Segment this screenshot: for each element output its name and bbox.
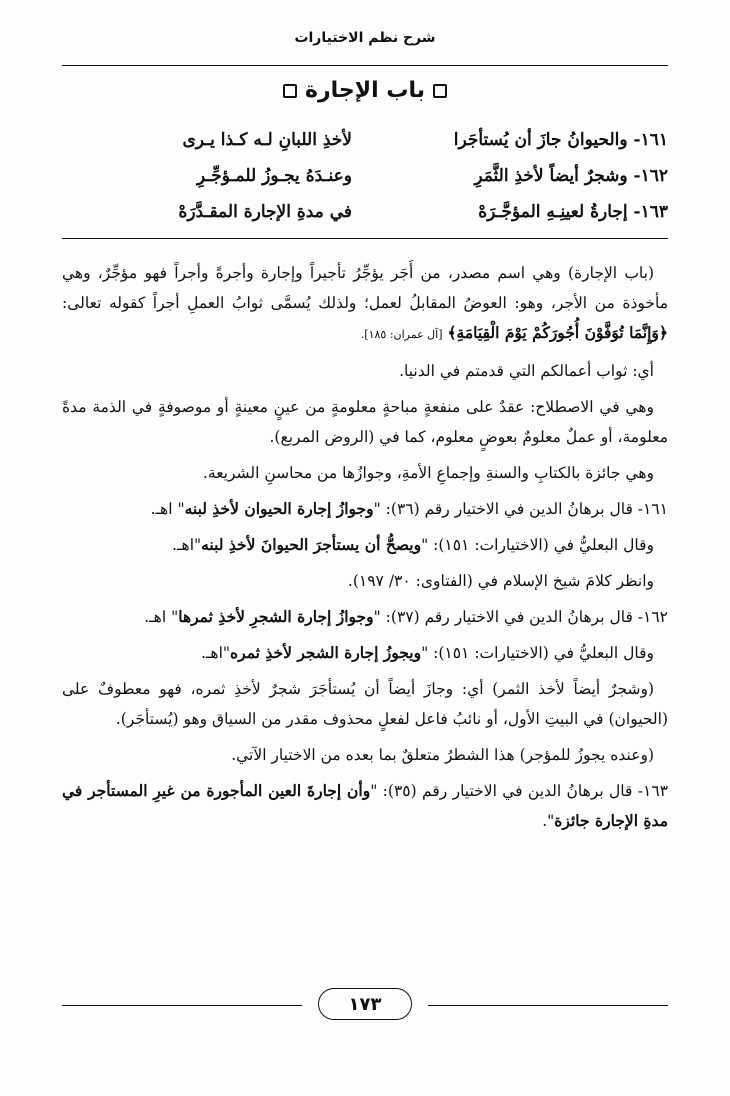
paragraph: (وشجرٌ أيضاً لأخذ الثمر) أي: وجازَ أيضاً أن يُستأجَرَ شجرٌ لأخذِ ثمره، فهو معطوفٌ على (الحيوان) في البيتِ الأول، أو نائبُ فاعل لفعلٍ محذوف مقدر من السياق وهو (يُستأجَر).: [62, 680, 668, 728]
paragraph-text: " اهـ.: [150, 500, 185, 518]
running-header: شرح نظم الاختيارات: [294, 30, 436, 46]
paragraph: [62, 602, 668, 632]
paragraph-text: وقال البعليُّ في (الاختيارات: ١٥١): ": [421, 536, 654, 554]
paragraph-text: ١٦٣- قال برهانُ الدين في الاختيار رقم (٣٥): ": [370, 782, 669, 800]
paragraph: وانظر كلامَ شيخ الإسلام في (الفتاوى: ٣٠/ ١٩٧).: [347, 572, 654, 590]
verse-separator-rule: [62, 238, 668, 239]
paragraph: وهي جائزة بالكتابِ والسنةِ وإجماعِ الأمةِ، وجوازُها من محاسنِ الشريعة.: [202, 464, 654, 482]
verse-first-hemistich: ١٦١- والحيوانُ جازَ أن يُستأجَرا: [453, 130, 668, 150]
verse-first-hemistich: ١٦٢- وشجرٌ أيضاً لأخذِ الثَّمَرِ: [474, 166, 668, 186]
paragraph-text: " اهـ.: [144, 608, 179, 626]
quoted-ruling: ويجوزُ إجارة الشجر لأخذِ ثمره: [230, 643, 422, 662]
verse-line: [62, 122, 668, 158]
paragraph-text: "اهـ.: [172, 536, 202, 554]
quoted-ruling: ويصحُّ أن يستأجرَ الحيوانَ لأخذِ لبنه: [201, 535, 422, 554]
quran-verse: ﴿وَإِنَّمَا تُوَفَّوْنَ أُجُورَكُمْ يَوْمَ الْقِيَامَةِ﴾: [447, 323, 668, 342]
footer-rule: [428, 1005, 668, 1006]
verse-line: [62, 194, 668, 230]
chapter-title: باب الإجارة: [305, 78, 425, 103]
paragraph: أي: ثواب أعمالكم التي قدمتم في الدنيا.: [399, 362, 654, 380]
paragraph: (وعنده يجوزُ للمؤجر) هذا الشطرُ متعلقٌ بما بعده من الاختيار الآتي.: [231, 746, 654, 764]
quran-reference: [آل عمران: ١٨٥].: [360, 328, 443, 341]
square-ornament-icon: [433, 84, 447, 98]
paragraph-text: وقال البعليُّ في (الاختيارات: ١٥١): ": [421, 644, 654, 662]
paragraph: [62, 494, 668, 524]
verse-second-hemistich: لأخذِ اللبانِ لـه كـذا يـرى: [182, 130, 352, 150]
commentary-body: [62, 258, 668, 842]
paragraph: [62, 530, 668, 560]
verse-first-hemistich: ١٦٣- إجارةُ لعينِـهِ المؤجَّـرَهْ: [478, 202, 668, 222]
paragraph-text: ١٦٢- قال برهانُ الدين في الاختيار رقم (٣٧): ": [373, 608, 668, 626]
chapter-heading: [0, 78, 730, 103]
quoted-ruling: وأن إجارةَ العين المأجورة من غيرِ المستأجر في مدةِ الإجارة جائزة: [62, 781, 668, 830]
page-number: ١٧٣: [318, 988, 412, 1020]
paragraph: [62, 776, 668, 836]
verse-block: [62, 122, 668, 230]
quoted-ruling: وجوازُ إجارة الحيوان لأخذِ لبنه: [184, 499, 374, 518]
paragraph-text: (باب الإجارة) وهي اسم مصدر، من أَجَر يؤجِّرُ تأجيراً وإجارة وأجرةً وأجراً فهو مؤجِّرٌ، وهي مأخوذة من الأجر، وهو: العوضُ المقابلُ لعمل؛ ولذلك يُسمَّى ثوابُ العملِ أجراً كقوله تعالى:: [62, 264, 668, 312]
paragraph: وهي في الاصطلاح: عقدٌ على منفعةٍ مباحةٍ معلومةٍ من عينٍ معينةٍ أو موصوفةٍ في الذمة مدةً معلومة، أو عملٌ معلومٌ بعوضٍ معلوم، كما في (الروض المربع).: [62, 398, 668, 446]
paragraph-text: "اهـ.: [200, 644, 231, 662]
header-rule: [62, 65, 668, 66]
verse-line: [62, 158, 668, 194]
square-ornament-icon: [283, 84, 297, 98]
paragraph: [62, 638, 668, 668]
paragraph-text: ١٦١- قال برهانُ الدين في الاختيار رقم (٣٦): ": [373, 500, 668, 518]
paragraph-text: ".: [542, 812, 555, 830]
quoted-ruling: وجوازُ إجارة الشجرِ لأخذِ ثمرها: [178, 607, 374, 626]
footer-rule: [62, 1005, 302, 1006]
verse-second-hemistich: في مدةِ الإجارة المقـدَّرَهْ: [178, 202, 352, 222]
paragraph: [62, 258, 668, 350]
verse-second-hemistich: وعنـدَهُ يجـوزُ للمـؤجِّـرِ: [196, 166, 352, 186]
